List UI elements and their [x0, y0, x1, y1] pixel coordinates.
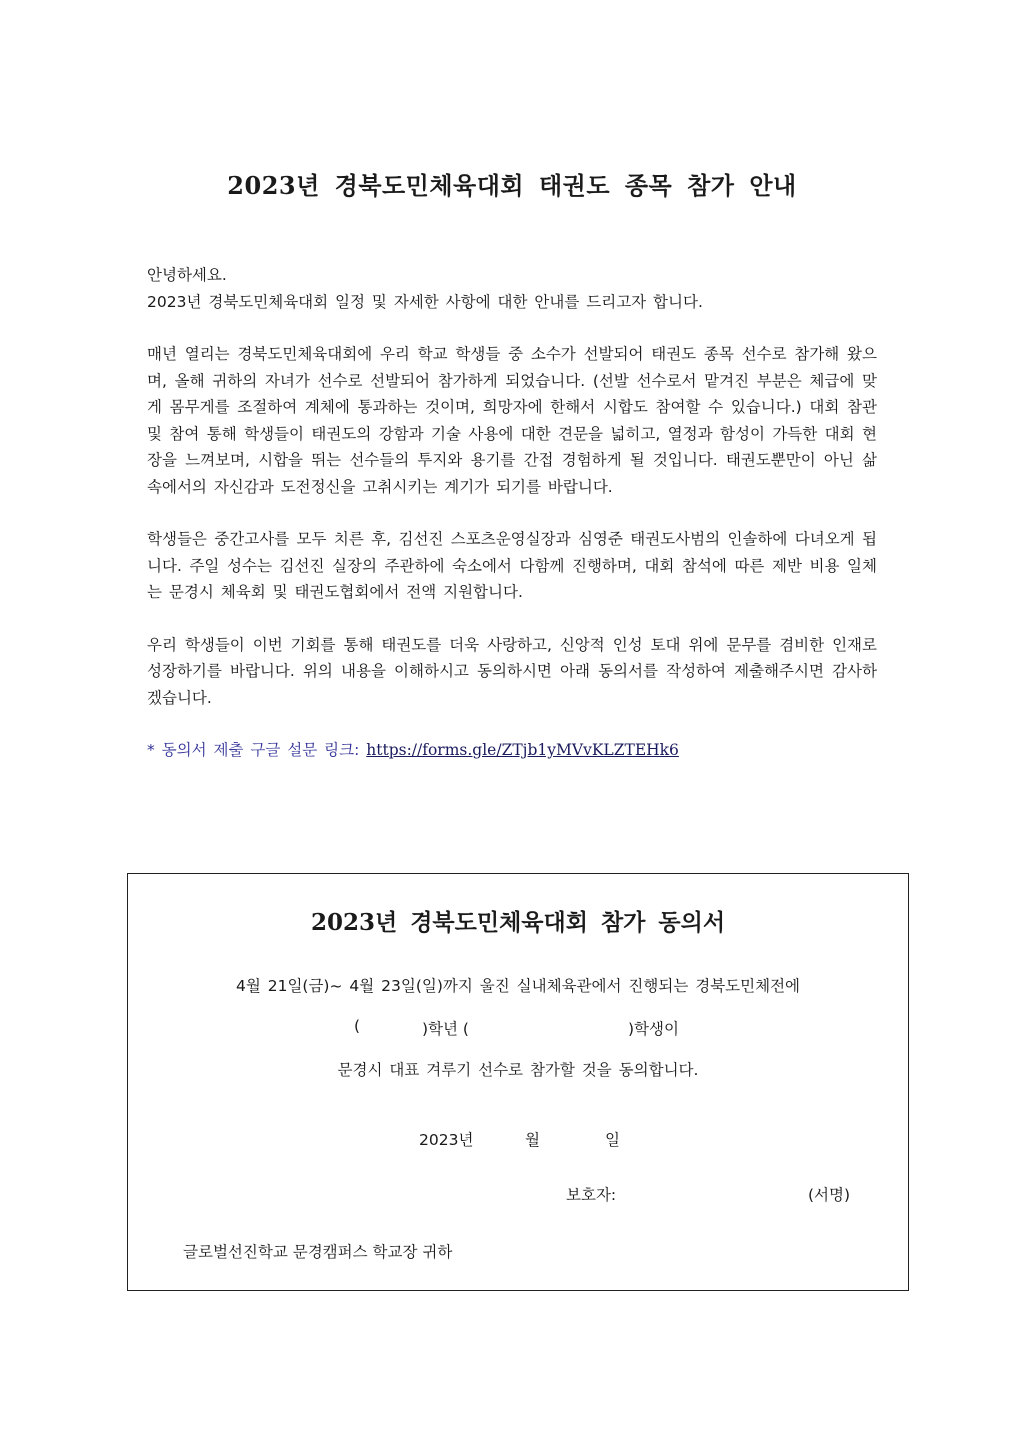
intro-text: 2023년 경북도민체육대회 일정 및 자세한 사항에 대한 안내를 드리고자 합니다. — [147, 292, 703, 311]
page-title: 2023년 경북도민체육대회 태권도 종목 참가 안내 — [227, 171, 797, 200]
addressee: 글로벌선진학교 문경캠퍼스 학교장 귀하 — [183, 1243, 453, 1261]
consent-title: 2023년 경북도민체육대회 참가 동의서 — [310, 909, 726, 936]
paragraph-selection: 매년 열리는 경북도민체육대회에 우리 학교 학생들 중 소수가 선발되어 태권도 종목 선수로 참가해 왔으며, 올해 귀하의 자녀가 선수로 선발되어 참가하게 되었습니다. (선발 선수로서 맡겨진 부분은 체급에 맞게 몸무게를 조절하여 계체에 통과하는 것이며, 희망자에 한해서 시합도 참여할 수 있습니다.) 대회 참관 및 참여 통해 학생들이 태권도의 강함과 기술 사용에 대한 견문을 넓히고, 열정과 함성이 가득한 대회 현장을 느껴보며, 시합을 뛰는 선수들의 투지와 용기를 간접 경험하게 될 것입니다. 태권도뿐만이 아닌 삶 속에서의 자신감과 도전정신을 고취시키는 계기가 되기를 바랍니다. — [147, 345, 877, 496]
student-label: )학생이 — [628, 1020, 679, 1038]
survey-link-label: * 동의서 제출 구글 설문 링크: — [147, 741, 360, 759]
signature-label: (서명) — [808, 1186, 851, 1204]
consent-form — [127, 873, 909, 1291]
date-year: 2023년 — [419, 1131, 474, 1149]
grade-open-paren: ( — [354, 1017, 361, 1035]
grade-label: )학년 ( — [422, 1020, 469, 1038]
paragraph-request: 우리 학생들이 이번 기회를 통해 태권도를 더욱 사랑하고, 신앙적 인성 토대 위에 문무를 겸비한 인재로 성장하기를 바랍니다. 위의 내용을 이해하시고 동의하시면 아래 동의서를 작성하여 제출해주시면 감사하겠습니다. — [147, 635, 877, 707]
date-month: 월 — [525, 1131, 540, 1149]
consent-event-line: 4월 21일(금)~ 4월 23일(일)까지 울진 실내체육관에서 진행되는 경북도민체전에 — [235, 977, 801, 995]
survey-link[interactable]: https://forms.gle/ZTjb1yMVvKLZTEHk6 — [366, 741, 679, 759]
letter-body — [147, 262, 877, 764]
greeting: 안녕하세요. — [147, 266, 227, 284]
survey-link-line — [147, 737, 877, 764]
paragraph-schedule: 학생들은 중간고사를 모두 치른 후, 김선진 스포츠운영실장과 심영준 태권도사범의 인솔하에 다녀오게 됩니다. 주일 성수는 김선진 실장의 주관하에 숙소에서 다함께 진행하며, 대회 참석에 따른 제반 비용 일체는 문경시 체육회 및 태권도협회에서 전액 지원합니다. — [147, 530, 877, 601]
consent-agree-line: 문경시 대표 겨루기 선수로 참가할 것을 동의합니다. — [337, 1061, 699, 1079]
date-day: 일 — [605, 1131, 620, 1149]
guardian-label: 보호자: — [566, 1186, 617, 1204]
